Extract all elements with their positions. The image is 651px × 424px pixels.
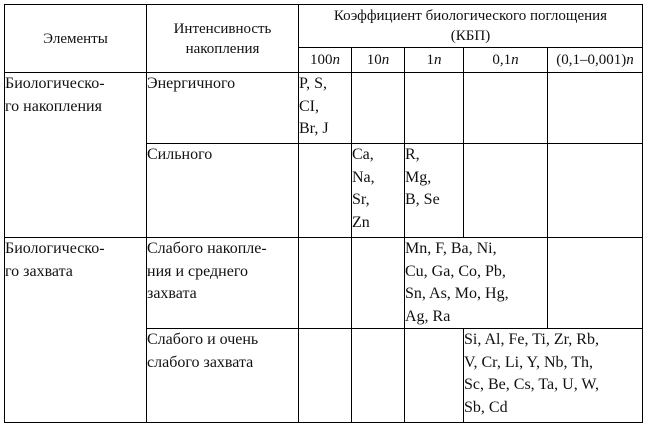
table-cell: [548, 73, 643, 144]
table-cell: P, S, CI, Br, J: [299, 73, 352, 144]
table-cell: [352, 73, 405, 144]
table-cell: [548, 144, 643, 238]
table-cell: [548, 238, 643, 329]
kbp-table: [4, 4, 643, 423]
header-kbp: Коэффициент биологического поглощения (КБП): [299, 5, 643, 48]
intensity-label: Энергичного: [147, 73, 299, 144]
table-cell: [352, 329, 405, 423]
table-cell: Ca, Na, Sr, Zn: [352, 144, 405, 238]
header-col-10n: 10n: [352, 48, 405, 73]
table-row: [5, 73, 643, 144]
intensity-label: Слабого накопле- ния и среднего захвата: [147, 238, 299, 329]
table-cell: [352, 238, 405, 329]
header-col-0-1n: 0,1n: [464, 48, 548, 73]
table-cell: [405, 73, 464, 144]
header-col-1n: 1n: [405, 48, 464, 73]
table-cell: [464, 144, 548, 238]
intensity-label: Сильного: [147, 144, 299, 238]
header-col-range-n: (0,1–0,001)n: [548, 48, 643, 73]
header-col-100n: 100n: [299, 48, 352, 73]
header-elements: Элементы: [5, 5, 147, 73]
group-label-capture: Биологическо- го захвата: [5, 238, 147, 423]
table-cell: Si, Al, Fe, Ti, Zr, Rb, V, Cr, Li, Y, Nb, Th, Sc, Be, Cs, Ta, U, W, Sb, Cd: [464, 329, 643, 423]
header-intensity: Интенсивность накопления: [147, 5, 299, 73]
table-cell: [405, 329, 464, 423]
table-cell: [299, 144, 352, 238]
table-cell: [299, 329, 352, 423]
table-cell: [299, 238, 352, 329]
table-cell: Mn, F, Ba, Ni, Cu, Ga, Co, Pb, Sn, As, Mo, Hg, Ag, Ra: [405, 238, 548, 329]
intensity-label: Слабого и очень слабого захвата: [147, 329, 299, 423]
table-cell: R, Mg, B, Se: [405, 144, 464, 238]
table-cell: [464, 73, 548, 144]
group-label-accumulation: Биологическо- го накопления: [5, 73, 147, 238]
table-row: [5, 238, 643, 329]
